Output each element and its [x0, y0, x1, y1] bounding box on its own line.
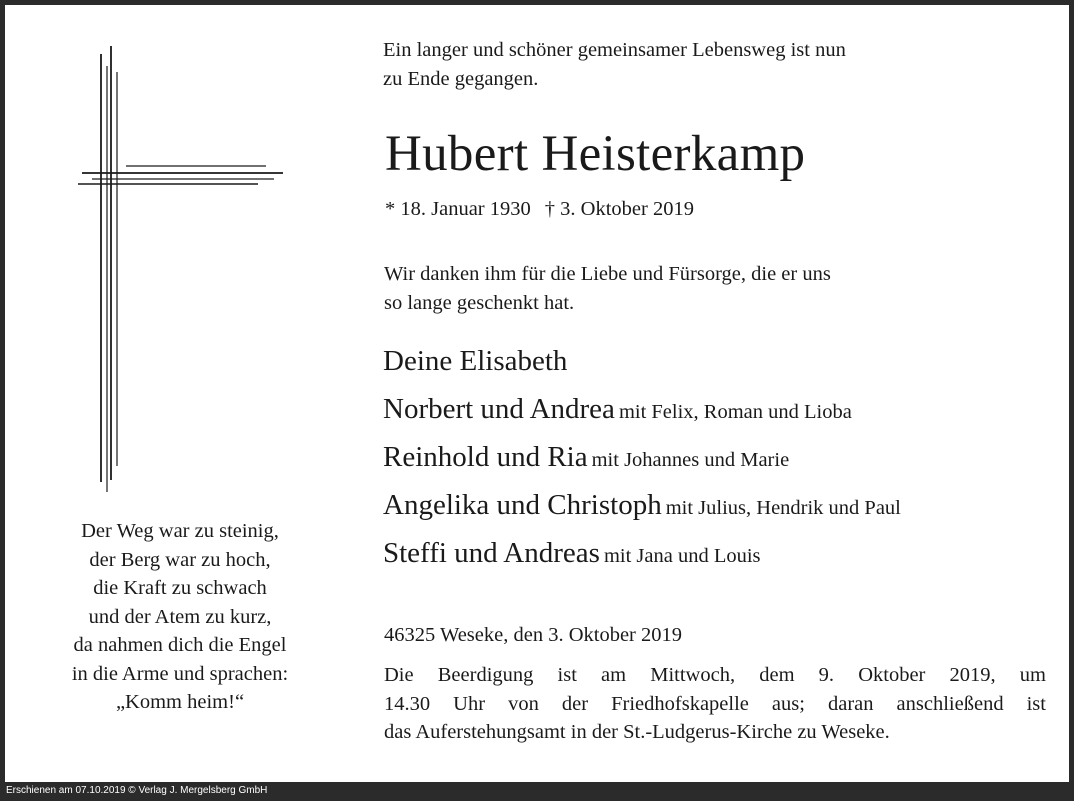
family-entry: [383, 341, 901, 389]
family-entry: [383, 485, 901, 533]
family-main: Norbert und Andrea: [383, 393, 615, 425]
intro-line: zu Ende gegangen.: [383, 67, 539, 90]
life-dates: [385, 196, 694, 222]
family-main: Reinhold und Ria: [383, 441, 588, 473]
family-entry: [383, 437, 901, 485]
death-date: † 3. Oktober 2019: [544, 198, 694, 220]
funeral-info: [384, 661, 1046, 747]
funeral-line: 14.30 Uhr von der Friedhofskapelle aus; daran anschließend ist: [384, 692, 1046, 715]
funeral-line: das Auferstehungsamt in der St.-Ludgerus-Kirche zu Weseke.: [384, 721, 890, 743]
family-children: mit Jana und Louis: [603, 545, 761, 567]
family-list: [383, 341, 901, 581]
family-main: Deine Elisabeth: [383, 345, 568, 377]
publication-note: Erschienen am 07.10.2019 © Verlag J. Mergelsberg GmbH: [6, 785, 268, 796]
family-children: mit Johannes und Marie: [591, 449, 790, 471]
family-children: mit Felix, Roman und Lioba: [618, 401, 852, 423]
footer-bar: [0, 782, 1074, 801]
thanks-line: so lange geschenkt hat.: [384, 292, 575, 314]
deceased-name: Hubert Heisterkamp: [385, 126, 806, 182]
poem: [30, 517, 330, 717]
family-entry: [383, 389, 901, 437]
thanks-line: Wir danken ihm für die Liebe und Fürsorge, die er uns: [384, 263, 831, 285]
birth-date: * 18. Januar 1930: [385, 198, 531, 220]
poem-line: die Kraft zu schwach: [93, 577, 267, 599]
poem-line: der Berg war zu hoch,: [89, 548, 271, 571]
family-main: Steffi und Andreas: [383, 537, 600, 569]
funeral-line: Die Beerdigung ist am Mittwoch, dem 9. Oktober 2019, um: [384, 664, 1046, 686]
intro-line: Ein langer und schöner gemeinsamer Lebensweg ist nun: [383, 39, 846, 61]
intro-text: [383, 36, 846, 93]
family-children: mit Julius, Hendrik und Paul: [665, 497, 901, 519]
poem-line: da nahmen dich die Engel: [73, 634, 287, 656]
family-entry: [383, 533, 901, 581]
poem-line: „Komm heim!“: [115, 691, 245, 713]
cross-icon: [78, 42, 288, 497]
poem-line: in die Arme und sprachen:: [71, 662, 289, 685]
thanks-text: [384, 260, 831, 318]
poem-line: und der Atem zu kurz,: [88, 605, 272, 628]
family-main: Angelika und Christoph: [383, 489, 662, 521]
place-date: 46325 Weseke, den 3. Oktober 2019: [384, 624, 683, 646]
poem-line: Der Weg war zu steinig,: [81, 520, 279, 542]
